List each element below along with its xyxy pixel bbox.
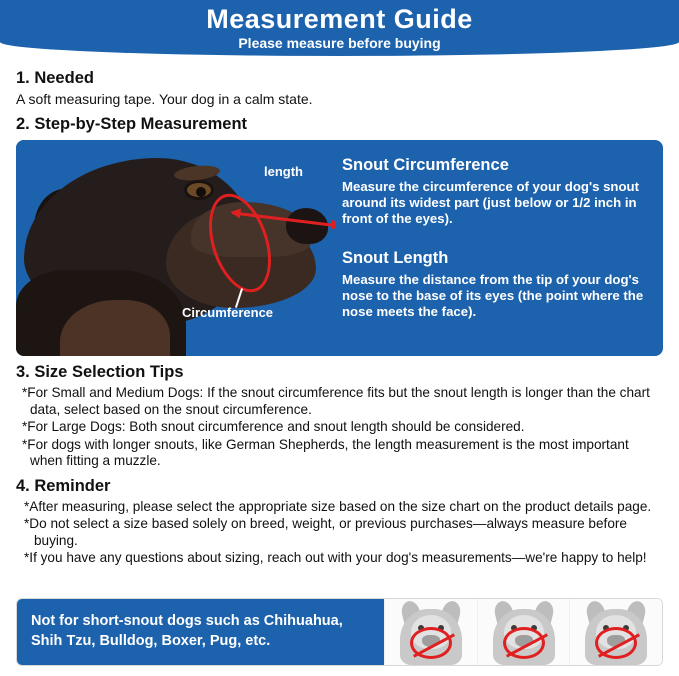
panel-text-length: Measure the distance from the tip of your dog's nose to the base of its eyes (the point where the nose meets the face).: [342, 272, 644, 319]
panel-text-column: [336, 140, 663, 356]
section-title-needed: 1. Needed: [16, 69, 94, 87]
reminder-list: [16, 499, 663, 567]
no-entry-icon: [410, 627, 452, 659]
warning-dog-shih-tzu: [477, 599, 570, 665]
warning-text: Not for short-snout dogs such as Chihuahua, Shih Tzu, Bulldog, Boxer, Pug, etc.: [17, 599, 384, 665]
panel-heading-length: Snout Length: [342, 249, 449, 267]
page-title: Measurement Guide: [206, 4, 473, 34]
dog-nose-shape: [286, 208, 328, 244]
list-item: *Do not select a size based solely on breed, weight, or previous purchases—always measure before buying.: [24, 516, 627, 548]
section-title-step-by-step: 2. Step-by-Step Measurement: [16, 115, 248, 133]
list-item: *For dogs with longer snouts, like German Shepherds, the length measurement is the most important when fitting a muzzle.: [22, 436, 629, 468]
dog-illustration: [16, 140, 336, 356]
section-text-needed: A soft measuring tape. Your dog in a calm state.: [16, 91, 313, 107]
label-length: length: [264, 164, 303, 179]
list-item: *After measuring, please select the appropriate size based on the size chart on the product details page.: [24, 498, 652, 514]
warning-dog-bulldog: [569, 599, 662, 665]
section-title-reminder: 4. Reminder: [16, 476, 111, 495]
short-snout-warning: [16, 598, 663, 666]
section-title-size-tips: 3. Size Selection Tips: [16, 363, 184, 381]
guide-body: [0, 56, 679, 567]
dog-eye-shape: [184, 180, 214, 200]
list-item: *If you have any questions about sizing, reach out with your dog's measurements—we're happy to help!: [24, 550, 647, 565]
page-subtitle: Please measure before buying: [238, 35, 441, 51]
panel-text-circumference: Measure the circumference of your dog's snout around its widest part (just below or 1/2 inch in front of the eyes).: [342, 179, 639, 226]
warning-images: [384, 599, 662, 665]
no-entry-icon: [595, 627, 637, 659]
panel-heading-circumference: Snout Circumference: [342, 156, 509, 174]
no-entry-icon: [503, 627, 545, 659]
size-tips-list: [16, 385, 663, 470]
list-item: *For Large Dogs: Both snout circumference and snout length should be considered.: [22, 419, 525, 434]
header-banner: [0, 0, 679, 56]
list-item: *For Small and Medium Dogs: If the snout circumference fits but the snout length is longer than the chart data, select based on the snout circumference.: [22, 385, 650, 417]
measurement-panel: [16, 140, 663, 356]
label-circumference: Circumference: [182, 305, 274, 320]
warning-dog-chihuahua: [384, 599, 477, 665]
